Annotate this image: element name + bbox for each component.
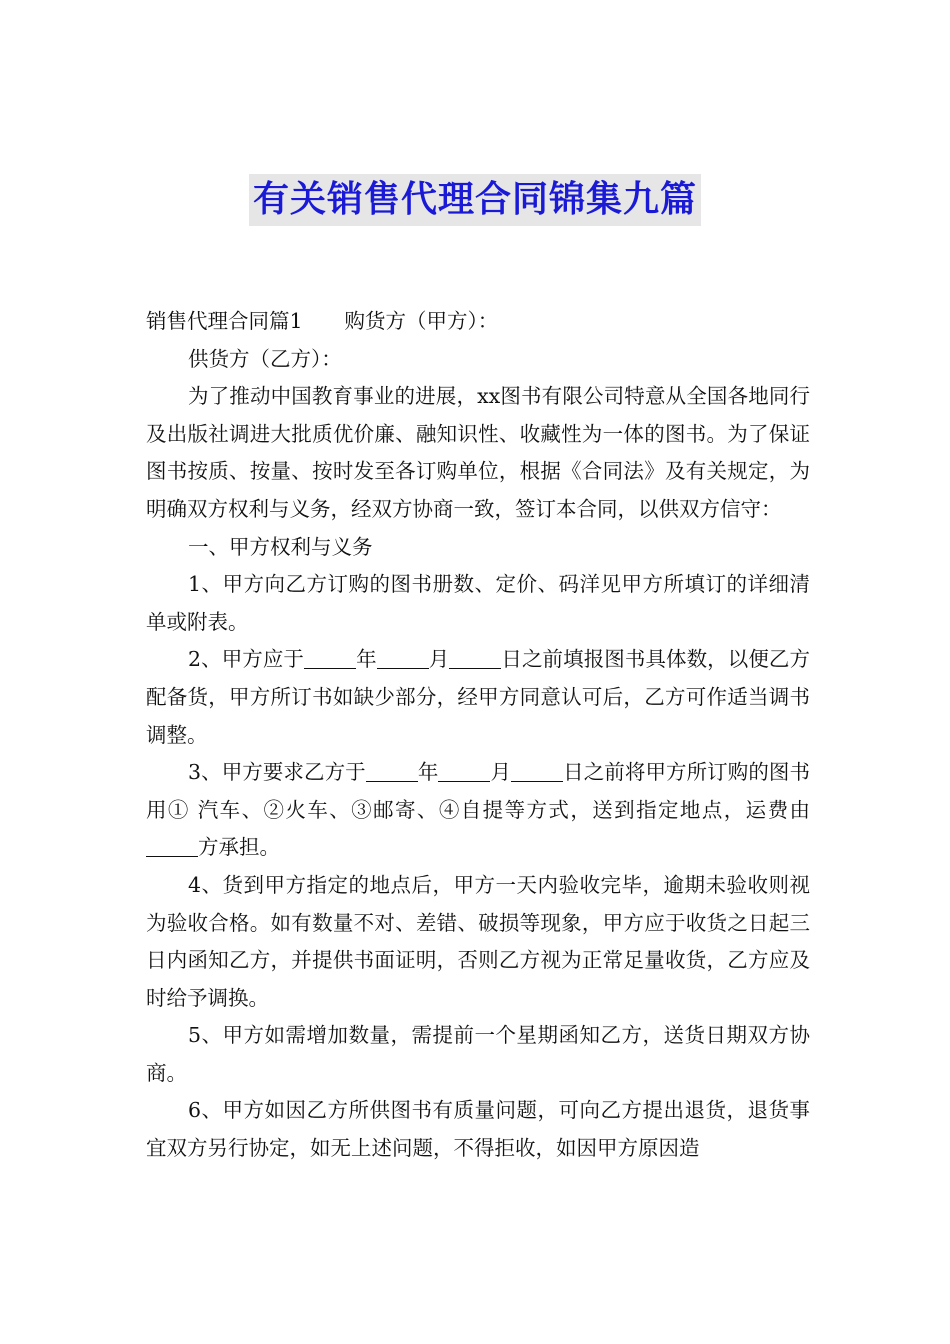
clause-2 xyxy=(146,641,810,754)
blank-field xyxy=(449,648,501,670)
title-container xyxy=(0,174,950,226)
clause-3-text-b: 年 xyxy=(417,760,439,785)
clause-3-text-c: 月 xyxy=(490,760,512,785)
paragraph-heading xyxy=(146,303,810,341)
blank-field xyxy=(146,836,198,858)
blank-field xyxy=(366,761,418,783)
document-title: 有关销售代理合同锦集九篇 xyxy=(249,174,701,226)
clause-5: 5、甲方如需增加数量，需提前一个星期函知乙方，送货日期双方协商。 xyxy=(146,1023,810,1085)
clause-1: 1、甲方向乙方订购的图书册数、定价、码洋见甲方所填订的详细清单或附表。 xyxy=(146,572,810,634)
supplier-label: 供货方（乙方）： xyxy=(188,346,342,371)
clause-3-text-e: 方承担。 xyxy=(198,835,280,860)
clause-2-text-b: 年 xyxy=(356,647,377,672)
clause-2-text-a: 2、甲方应于 xyxy=(188,647,305,672)
buyer-label: 购货方（甲方）： xyxy=(344,309,499,333)
section-heading: 销售代理合同篇1 xyxy=(146,309,303,333)
clause-2-text-c: 月 xyxy=(428,647,450,672)
section-title-party-a: 一、甲方权利与义务 xyxy=(188,534,373,559)
blank-field xyxy=(438,761,490,783)
clause-3 xyxy=(146,754,810,867)
clause-2-text-d: 日之前填报图书具体数，以便乙方配备货，甲方所订书如缺少部分，经甲方同意认可后，乙方可作适当调书调整。 xyxy=(146,647,810,747)
blank-field xyxy=(511,761,563,783)
document-body xyxy=(146,303,810,1168)
clause-4: 4、货到甲方指定的地点后，甲方一天内验收完毕，逾期未验收则视为验收合格。如有数量不对、差错、破损等现象，甲方应于收货之日起三日内函知乙方，并提供书面证明，否则乙方视为正常足量收货，乙方应及时给予调换。 xyxy=(146,872,810,1010)
clause-3-text-a: 3、甲方要求乙方于 xyxy=(188,760,366,785)
clause-6: 6、甲方如因乙方所供图书有质量问题，可向乙方提出退货，退货事宜双方另行协定，如无上述问题，不得拒收，如因甲方原因造 xyxy=(146,1098,810,1161)
clause-3-text-d: 日之前将甲方所订购的图书用① 汽车、②火车、③邮寄、④自提等方式，送到指定地点，运费由 xyxy=(146,760,810,822)
blank-field xyxy=(304,648,356,670)
paragraph-preamble: 为了推动中国教育事业的进展，xx图书有限公司特意从全国各地同行及出版社调进大批质优价廉、融知识性、收藏性为一体的图书。为了保证图书按质、按量、按时发至各订购单位，根据《合同法》及有关规定，为明确双方权利与义务，经双方协商一致，签订本合同，以供双方信守： xyxy=(146,384,810,521)
blank-field xyxy=(377,648,429,670)
